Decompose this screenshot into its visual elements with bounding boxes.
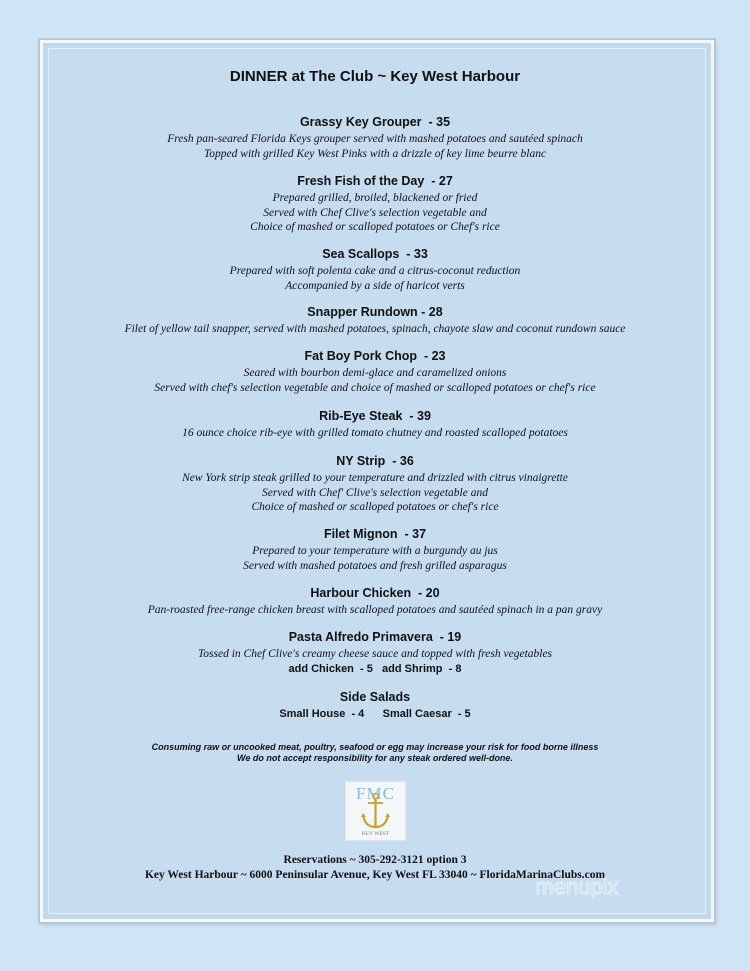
disclaimer	[0, 742, 750, 764]
item-desc-line: Topped with grilled Key West Pinks with a drizzle of key lime beurre blanc	[203, 147, 547, 160]
item-desc-line: New York strip steak grilled to your temperature and drizzled with citrus vinaigrette	[182, 472, 568, 484]
address-line: Key West Harbour ~ 6000 Peninsular Avenue, Key West FL 33040 ~ FloridaMarinaClubs.com	[144, 868, 606, 881]
logo-subtitle: KEY WEST	[361, 831, 390, 837]
menu-item-side-salads	[0, 690, 750, 721]
logo-mark: FMC	[356, 784, 395, 803]
item-name: Grassy Key Grouper - 35	[299, 115, 451, 129]
item-name: Fat Boy Pork Chop - 23	[304, 349, 446, 363]
item-addon: add Chicken - 5 add Shrimp - 8	[288, 662, 462, 675]
menu-item-filet-mignon	[0, 527, 750, 573]
item-desc-line: Accompanied by a side of haricot verts	[285, 279, 465, 292]
item-name: Harbour Chicken - 20	[310, 586, 440, 600]
item-desc-line: Prepared grilled, broiled, blackened or fried	[272, 192, 478, 204]
item-desc-line: Pan-roasted free-range chicken breast with scalloped potatoes and sautéed spinach in a pan gravy	[147, 604, 603, 616]
item-name: Rib-Eye Steak - 39	[319, 409, 431, 423]
menu-item-rib-eye-steak	[0, 409, 750, 441]
item-name: Filet Mignon - 37	[323, 527, 427, 541]
menu-item-pasta-alfredo	[0, 630, 750, 676]
item-desc-line: Prepared with soft polenta cake and a citrus-coconut reduction	[229, 265, 521, 277]
item-desc-line: Choice of mashed or scalloped potatoes or chef's rice	[251, 501, 499, 513]
disclaimer-line: Consuming raw or uncooked meat, poultry, seafood or egg may increase your risk for food borne illness	[151, 742, 599, 752]
reservations-line: Reservations ~ 305-292-3121 option 3	[283, 854, 467, 866]
menu-item-fresh-fish	[0, 174, 750, 235]
item-desc-line: Served with chef's selection vegetable and choice of mashed or scalloped potatoes or chef's rice	[154, 381, 596, 394]
menu-item-harbour-chicken	[0, 586, 750, 618]
watermark-text: menupix	[535, 874, 619, 899]
item-desc-line: Served with mashed potatoes and fresh grilled asparagus	[243, 559, 507, 572]
item-desc-line: Filet of yellow tail snapper, served with mashed potatoes, spinach, chayote slaw and coconut rundown sauce	[124, 323, 626, 335]
item-desc-line: Served with Chef Clive's selection vegetable and	[263, 206, 487, 219]
item-desc-line: Choice of mashed or scalloped potatoes or Chef's rice	[250, 221, 500, 233]
menu-item-fat-boy-pork-chop	[0, 349, 750, 395]
fmc-logo	[345, 781, 406, 841]
item-desc-line: Seared with bourbon demi-glace and caramelized onions	[243, 367, 507, 379]
item-name: Sea Scallops - 33	[322, 247, 428, 261]
disclaimer-line: We do not accept responsibility for any steak ordered well-done.	[237, 753, 513, 763]
item-name: NY Strip - 36	[336, 454, 414, 468]
item-desc-line: 16 ounce choice rib-eye with grilled tomato chutney and roasted scalloped potatoes	[182, 427, 568, 439]
item-desc-line: Served with Chef' Clive's selection vegetable and	[262, 486, 488, 499]
menupix-watermark	[512, 868, 642, 908]
item-desc-line: Tossed in Chef Clive's creamy cheese sauce and topped with fresh vegetables	[197, 648, 553, 660]
item-name: Pasta Alfredo Primavera - 19	[288, 630, 462, 644]
item-desc-line: Prepared to your temperature with a burgundy au jus	[252, 545, 498, 557]
anchor-icon	[346, 782, 405, 840]
item-desc-line: Fresh pan-seared Florida Keys grouper served with mashed potatoes and sautéed spinach	[167, 133, 583, 145]
menu-title: DINNER at The Club ~ Key West Harbour	[229, 68, 521, 85]
menu-item-grassy-key-grouper	[0, 115, 750, 161]
item-name: Snapper Rundown - 28	[307, 305, 443, 319]
menu-item-sea-scallops	[0, 247, 750, 293]
item-name: Fresh Fish of the Day - 27	[297, 174, 453, 188]
menu-item-ny-strip	[0, 454, 750, 515]
menu-item-snapper-rundown	[0, 305, 750, 337]
item-name: Side Salads	[339, 690, 411, 704]
item-addon: Small House - 4 Small Caesar - 5	[279, 708, 471, 720]
